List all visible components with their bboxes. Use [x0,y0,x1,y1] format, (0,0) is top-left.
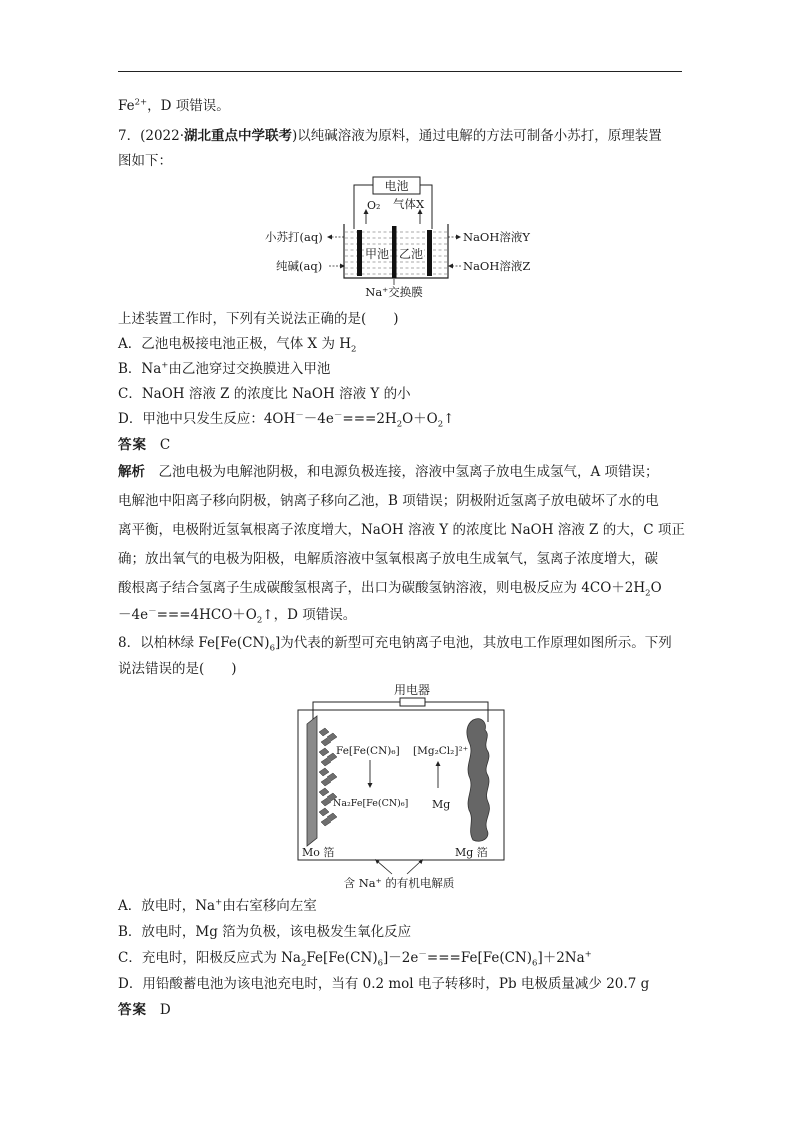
cell-b-label: 乙池 [398,247,424,261]
electrolysis-diagram [262,174,542,300]
question-7-stem-cont: 图如下： [118,153,172,169]
answer-8: 答案 D [118,1002,171,1018]
electrolyte-pointer-right [407,861,421,874]
o2-label: O₂ [367,199,381,212]
top-right-formula: [Mg₂Cl₂]²⁺ [413,745,469,757]
explanation-line: 解析 乙池电极为电解池阴极，和电源负极连接，溶液中氢离子放电生成氢气，A 项错误； [118,464,659,480]
header-rule [118,71,682,72]
bottom-left-formula: Na₂Fe[Fe(CN)₆] [333,798,409,809]
appliance-resistor [400,698,425,706]
membrane [392,226,397,278]
gas-x-label: 气体X [393,197,425,211]
question-7-prompt: 上述装置工作时，下列有关说法正确的是( ) [118,311,399,327]
left-inlet-label: 纯碱(aq) [276,259,323,273]
cell-a-label: 甲池 [364,247,390,261]
option-7a: A．乙池电极接电池正极，气体 X 为 $H_2$ [118,336,357,355]
option-7b: B．Na+由乙池穿过交换膜进入甲池 [118,360,331,377]
left-outlet-label: 小苏打(aq) [265,230,323,244]
electrolyte-label: 含 Na⁺ 的有机电解质 [343,876,455,890]
option-7c: C．NaOH 溶液 Z 的浓度比 NaOH 溶液 Y 的小 [118,386,411,402]
mg-label: Mg [432,798,451,811]
appliance-label: 用电器 [393,683,431,697]
text-line: $Fe^{2+}$，D 项错误。 [118,97,230,114]
question-7-stem: 7．(2022·湖北重点中学联考)以纯碱溶液为原料，通过电解的方法可制备小苏打，原理装置 [118,128,662,144]
option-8a: A．放电时，Na+由右室移向左室 [118,897,317,914]
mo-foil-label: Mo 箔 [302,846,335,859]
mg-foil [467,719,490,842]
option-8d: D．用铅酸蓄电池为该电池充电时，当有 0.2 mol 电子转移时，Pb 电极质量减少 20.7 g [118,976,650,992]
explanation-line: 离平衡，电极附近氢氧根离子浓度增大，NaOH 溶液 Y 的浓度比 NaOH 溶液 Z 的大，C 项正 [118,522,685,538]
question-8-stem: 8．以柏林绿 $Fe[Fe(CN)_6]$为代表的新型可充电钠离子电池，其放电工作原理如图所示。下列 [118,635,672,654]
explanation-line: 确；放出氧气的电极为阳极，电解质溶液中氢氧根离子放电生成氧气，氢离子浓度增大，碳 [118,551,658,567]
electrode-right [427,230,432,276]
wire-left [313,702,400,722]
question-8-stem-cont: 说法错误的是( ) [118,661,237,677]
top-left-formula: Fe[Fe(CN)₆] [336,745,400,757]
option-7d: D．甲池中只发生反应：$4OH^--4e^-===2H_2O+O_2↑$ [118,410,455,430]
explanation-line: 电解池中阳离子移向阴极，钠离子移向乙池，B 项错误；阴极附近氢离子放电破坏了水的电 [118,493,659,509]
option-8b: B．放电时，Mg 箔为负极，该电极发生氧化反应 [118,924,412,940]
mg-foil-label: Mg 箔 [455,846,488,859]
explanation-line: $-4e^-===4HCO+O_2↑$，D 项错误。 [118,606,357,626]
right-inlet-label: NaOH溶液Z [463,259,531,273]
mo-foil [307,716,317,846]
battery-diagram [295,680,510,892]
right-outlet-label: NaOH溶液Y [463,230,530,244]
option-8c: C．充电时，阳极反应式为 $Na_2Fe[Fe(CN)_6]-2e^-===Fe[Fe(CN)_6]+2Na^+$ [118,949,592,969]
explanation-line: 酸根离子结合氢离子生成碳酸氢根离子，出口为碳酸氢钠溶液，则电极反应为 $4CO+2H_2O$ [118,580,662,599]
answer-7: 答案 C [118,437,171,453]
membrane-label: Na⁺交换膜 [365,285,423,299]
cathode-particles [319,728,337,826]
battery-label: 电池 [384,179,409,193]
electrode-left [357,230,362,276]
electrolyte-pointer-left [377,861,392,874]
